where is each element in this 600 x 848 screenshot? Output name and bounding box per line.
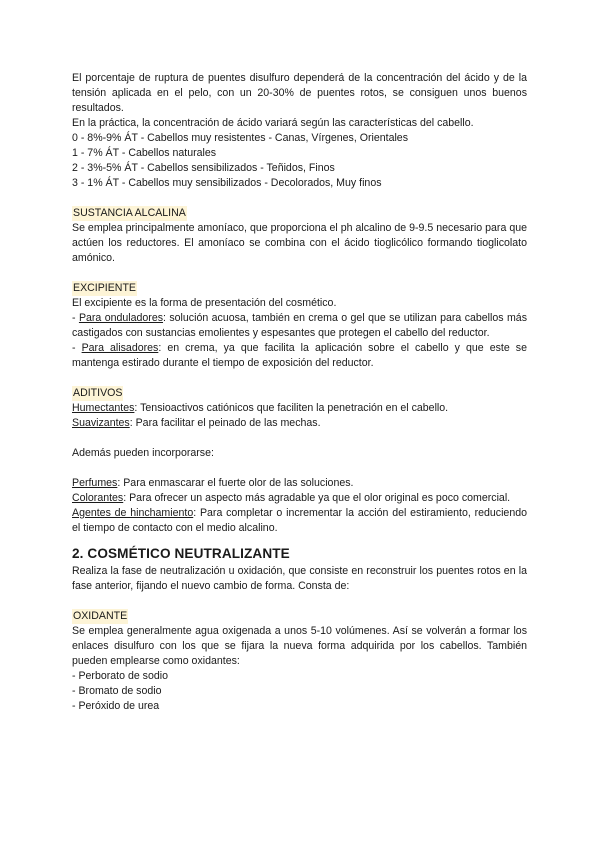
section-heading-neutralizante: 2. COSMÉTICO NEUTRALIZANTE [72,546,290,561]
alcalina-text: Se emplea principalmente amoníaco, que proporciona el ph alcalino de 9-9.5 necesario para que actúen los reductores. El amoníaco se combina con el ácido tioglicólico formando tioglicolato amónico. [72,222,527,264]
term-humectantes: Humectantes [72,402,135,414]
term-colorantes: Colorantes [72,492,124,504]
aditivos-heading: ADITIVOS [73,387,123,399]
oxidante-item: - Bromato de sodio [72,685,162,697]
aditivo-perfumes: Perfumes: Para enmascarar el fuerte olor de las soluciones. [72,477,354,489]
level-item: 2 - 3%-5% ÁT - Cabellos sensibilizados - Teñidos, Finos [72,162,335,174]
level-item: 1 - 7% ÁT - Cabellos naturales [72,147,217,159]
aditivo-hinchamiento: Agentes de hinchamiento: Para completar o incrementar la acción del estiramiento, reduciendo el tiempo de contacto con el medio alcalino. [72,507,527,534]
aditivo-suavizantes: Suavizantes: Para facilitar el peinado de las mechas. [72,417,321,429]
term-suavizantes: Suavizantes [72,417,130,429]
term-onduladores: Para onduladores [78,312,164,324]
term-perfumes: Perfumes [72,477,118,489]
level-item: 3 - 1% ÁT - Cabellos muy sensibilizados - Decolorados, Muy finos [72,177,382,189]
neutralizante-text: Realiza la fase de neutralización u oxidación, que consiste en reconstruir los puentes rotos en la fase anterior, fijando el nuevo cambio de forma. Consta de: [72,565,527,592]
excipiente-item-onduladores: - Para onduladores: solución acuosa, también en crema o gel que se utilizan para cabellos más castigados con sustancias emolientes y espesantes que protegen el cabello del reductor. [72,312,527,339]
oxidante-item: - Perborato de sodio [72,670,168,682]
term-alisadores: Para alisadores [81,342,159,354]
oxidante-item: - Peróxido de urea [72,700,160,712]
excipiente-intro: El excipiente es la forma de presentación del cosmético. [72,297,337,309]
aditivo-humectantes: Humectantes: Tensioactivos catiónicos que faciliten la penetración en el cabello. [72,402,449,414]
aditivos-extra: Además pueden incorporarse: [72,447,214,459]
excipiente-item-alisadores: - Para alisadores: en crema, ya que facilita la aplicación sobre el cabello y que este se mantenga estirado durante el tiempo de exposición del reductor. [72,342,528,369]
level-item: 0 - 8%-9% ÁT - Cabellos muy resistentes - Canas, Vírgenes, Orientales [72,132,408,144]
alcalina-heading: SUSTANCIA ALCALINA [73,207,186,219]
intro-paragraph: El porcentaje de ruptura de puentes disulfuro dependerá de la concentración del ácido y de la tensión aplicada en el pelo, con un 20-30% de puentes rotos, se consiguen unos buenos resultados. [72,72,527,114]
term-hinchamiento: Agentes de hinchamiento [72,507,194,519]
oxidante-heading: OXIDANTE [73,610,128,622]
excipiente-heading: EXCIPIENTE [73,282,136,294]
aditivo-colorantes: Colorantes: Para ofrecer un aspecto más agradable ya que el olor original es poco comercial. [72,492,511,504]
document-page [72,71,527,714]
intro-note: En la práctica, la concentración de ácido variará según las características del cabello. [72,117,474,129]
oxidante-text: Se emplea generalmente agua oxigenada a unos 5-10 volúmenes. Así se volverán a formar los enlaces disulfuro con los que se fijara la nueva forma adquirida por los cabellos. También pueden emplearse como oxidantes: [72,625,527,667]
